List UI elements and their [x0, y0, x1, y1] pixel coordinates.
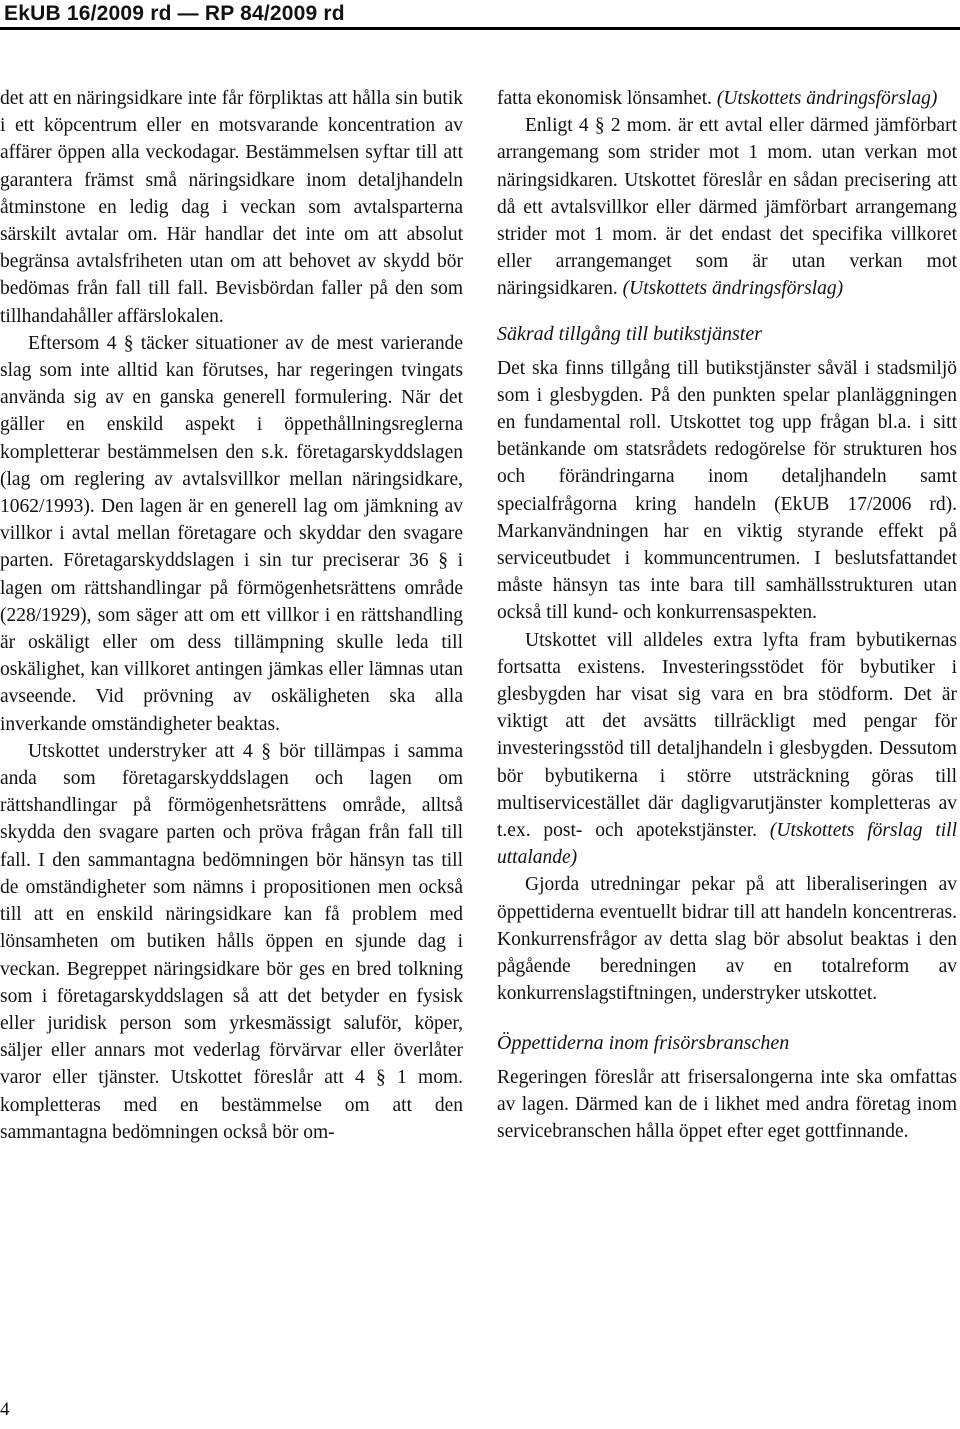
right-paragraph-4-text: Utskottet vill alldeles extra lyfta fram bybutikernas fortsatta existens. Investeringsstödet för bybutiker i glesbygden har visat sig vara en bra stödform. Det är viktigt att det avsätts tillräckligt med pengar för investeringsstöd till detaljhandeln i glesbygden. Dessutom bör bybutikerna i större utsträckning göras till multiservicestället där dagligvarutjänster kompletteras av t.ex. post- och apotekstjänster. — [497, 629, 957, 842]
left-column — [0, 85, 463, 1146]
amendment-note-2: (Utskottets ändringsförslag) — [622, 278, 844, 300]
left-paragraph-3: Utskottet understryker att 4 § bör tillämpas i samma anda som företagarskyddslagen och lagen om rättshandlingar på förmögenhetsrättens område, alltså skydda den svagare parten och pröva frågan från fall till fall. I den sammantagna bedömningen bör hänsyn tas till de omständigheter som nämns i propositionen men också till att en enskild näringsidkare kan få problem med lönsamheten om butiken hålls öppen en sjunde dag i veckan. Begreppet näringsidkare bör ges en bred tolkning som i företagarskyddslagen så att det betyder en fysisk eller juridisk person som yrkesmässigt saluför, köper, säljer eller annars mot vederlag förvärvar eller överlåter varor eller tjänster. Utskottet föreslår att 4 § 1 mom. kompletteras med en bestämmelse om att den sammantagna bedömningen också bör om- — [0, 740, 463, 1143]
amendment-note-1: (Utskottets ändringsförslag) — [716, 88, 938, 109]
right-paragraph-3: Det ska finns tillgång till butikstjänster såväl i stadsmiljö som i glesbygden. På den punkten spelar planläggningen en fundamental roll. Utskottet tog upp frågan bl.a. i sitt betänkande om statsrådets redogörelse för strukturen hos och förändringarna inom detaljhandeln samt specialfrågorna kring handeln (EkUB 17/2006 rd). Markanvändningen har en viktig styrande effekt på serviceutbudet i kommuncentrumen. I beslutsfattandet måste hänsyn tas inte bara till samhällsstrukturen utan också till kund- och konkurrensaspekten. — [497, 357, 957, 624]
section-heading-frisorsbranschen: Öppettiderna inom frisörsbranschen — [497, 1031, 790, 1054]
right-paragraph-1-text: fatta ekonomisk lönsamhet. — [497, 88, 717, 109]
right-paragraph-4 — [497, 627, 957, 872]
section-heading-butikstjanster: Säkrad tillgång till butikstjänster — [497, 322, 762, 345]
left-paragraph-1: det att en näringsidkare inte får förpliktas att hålla sin butik i ett köpcentrum eller en motsvarande koncentration av affärer öppen alla veckodagar. Bestämmelsen syftar till att garantera främst små näringsidkare inom detaljhandeln åtminstone en ledig dag i veckan som avtalsparterna särskilt avtalar om. Här handlar det inte om att absolut begränsa avtalsfriheten utan om att behovet av skydd bör bedömas från fall till fall. Bevisbördan faller på den som tillhandahåller affärslokalen. — [0, 88, 463, 327]
statement-proposal-note: (Utskottets förslag till uttalande) — [497, 820, 957, 869]
page-number: 4 — [0, 1399, 10, 1420]
right-paragraph-1 — [497, 85, 957, 112]
right-paragraph-2 — [497, 112, 957, 302]
right-paragraph-2-text: Enligt 4 § 2 mom. är ett avtal eller därmed jämförbart arrangemang som strider mot 1 mom. utan verkan mot näringsidkaren. Utskottet föreslår en sådan precisering att då ett avtalsvillkor eller därmed jämförbart arrangemang strider mot 1 mom. är det endast det specifika villkoret eller arrangemanget som är utan verkan mot näringsidkaren. — [497, 115, 957, 300]
right-paragraph-5: Gjorda utredningar pekar på att liberaliseringen av öppettiderna eventuellt bidrar till att handeln koncentreras. Konkurrensfrågor av detta slag bör absolut beaktas i den pågående beredningen av en totalreform av konkurrenslagstiftningen, understryker utskottet. — [497, 874, 957, 1005]
right-column — [497, 85, 957, 1145]
document-header: EkUB 16/2009 rd — RP 84/2009 rd — [0, 0, 424, 27]
left-paragraph-2: Eftersom 4 § täcker situationer av de mest varierande slag som inte alltid kan förutses, har regeringen tvingats använda sig av en ganska generell formulering. När det gäller en enskild aspekt i öppethållningsreglerna kompletterar bestämmelsen den s.k. företagarskyddslagen (lag om reglering av avtalsvillkor mellan näringsidkare, 1062/1993). Den lagen är en generell lag om jämkning av villkor i avtal mellan företagare och skyddar den svagare parten. Företagarskyddslagen i sin tur preciserar 36 § i lagen om rättshandlingar på förmögenhetsrättens område (228/1929), som säger att om ett villkor i en rättshandling är oskäligt eller om dess tillämpning skulle leda till oskälighet, kan villkoret antingen jämkas eller lämnas utan avseende. Vid prövning av oskäligheten ska alla inverkande omständigheter beaktas. — [0, 332, 463, 735]
header-rule — [0, 27, 960, 30]
right-paragraph-6: Regeringen föreslår att frisersalongerna inte ska omfattas av lagen. Därmed kan de i likhet med andra företag inom servicebranschen hålla öppet efter eget gottfinnande. — [497, 1066, 957, 1142]
